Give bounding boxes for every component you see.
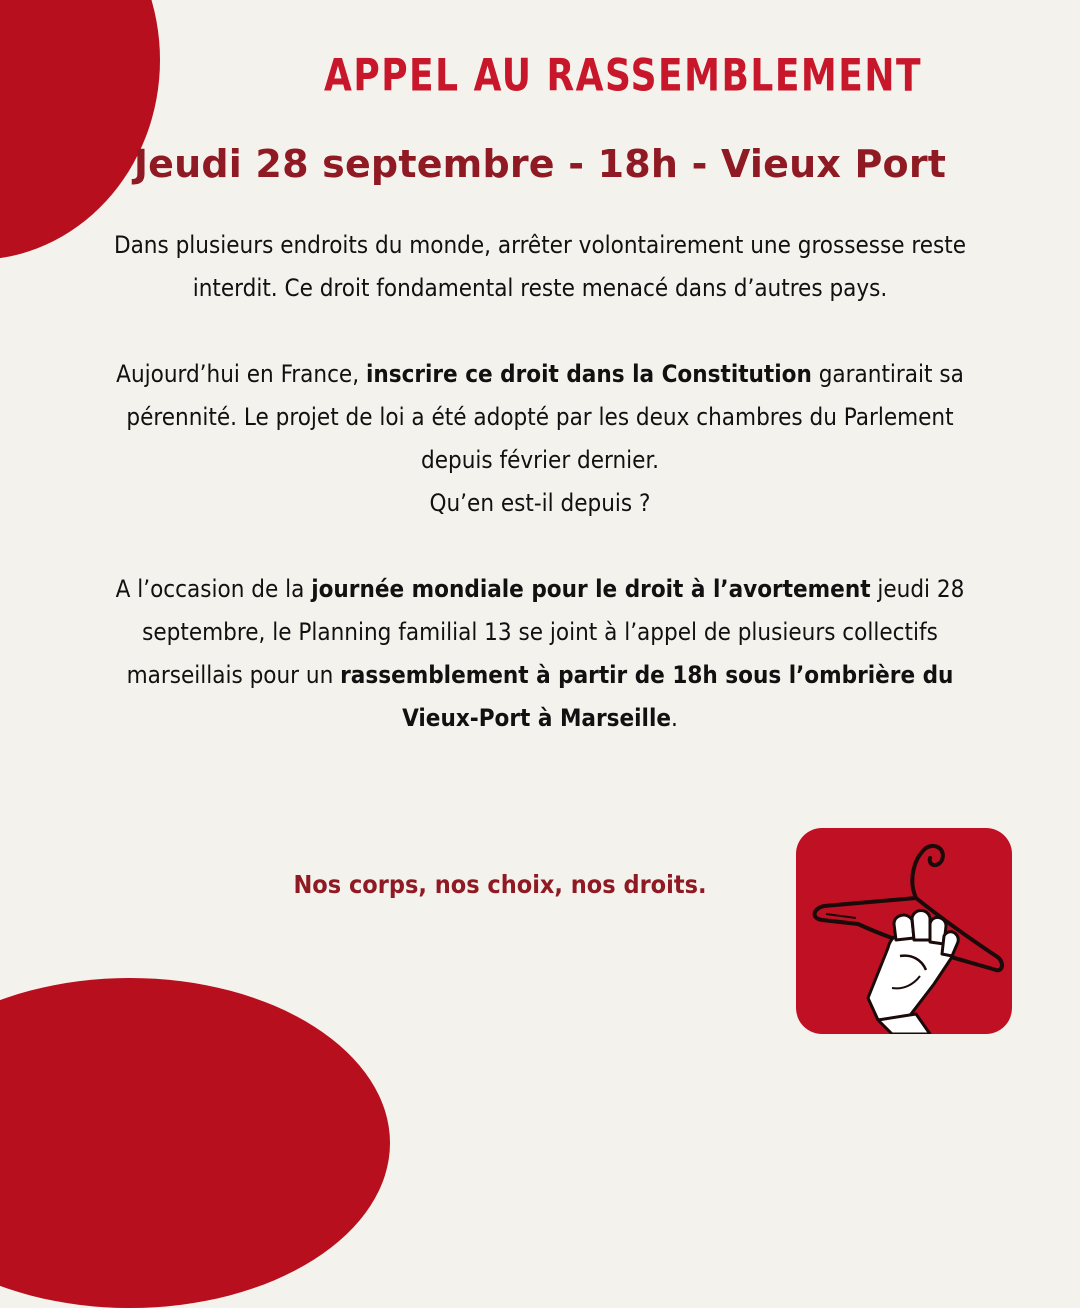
paragraph-event <box>100 568 980 740</box>
paragraph-event-middle: jeudi 28 septembre, le Planning familial 13 se joint à l’appel de plusieurs collectifs marseillais pour un <box>126 575 965 689</box>
body-text <box>100 224 980 783</box>
paragraph-constitution-rest: garantirait sa pérennité. Le projet de loi a été adopté par les deux chambres du Parlement depuis février dernier. <box>126 360 964 474</box>
paragraph-constitution-emphasis: inscrire ce droit dans la Constitution <box>365 360 812 388</box>
paragraph-context-text: Dans plusieurs endroits du monde, arrêter volontairement une grossesse reste interdit. Ce droit fondamental reste menacé dans d’autres pays. <box>113 231 967 302</box>
slogan: Nos corps, nos choix, nos droits. <box>293 870 707 899</box>
paragraph-constitution <box>100 353 980 525</box>
paragraph-event-intro: A l’occasion de la <box>115 575 312 603</box>
decorative-circle-bottom <box>0 978 390 1308</box>
hanger-fist-icon <box>796 828 1012 1034</box>
paragraph-event-place-emphasis: rassemblement à partir de 18h sous l’ombrière du Vieux-Port à Marseille <box>340 661 954 732</box>
hanger-fist-logo <box>796 828 1012 1034</box>
paragraph-constitution-question: Qu’en est-il depuis ? <box>429 489 651 517</box>
decorative-circle-top <box>0 0 160 260</box>
event-headline: Jeudi 28 septembre - 18h - Vieux Port <box>133 142 947 186</box>
paragraph-event-day-emphasis: journée mondiale pour le droit à l’avortement <box>311 575 871 603</box>
paragraph-context <box>100 224 980 310</box>
paragraph-event-end: . <box>671 704 678 732</box>
paragraph-constitution-intro: Aujourd’hui en France, <box>116 360 366 388</box>
kicker-title: APPEL AU RASSEMBLEMENT <box>323 50 922 102</box>
